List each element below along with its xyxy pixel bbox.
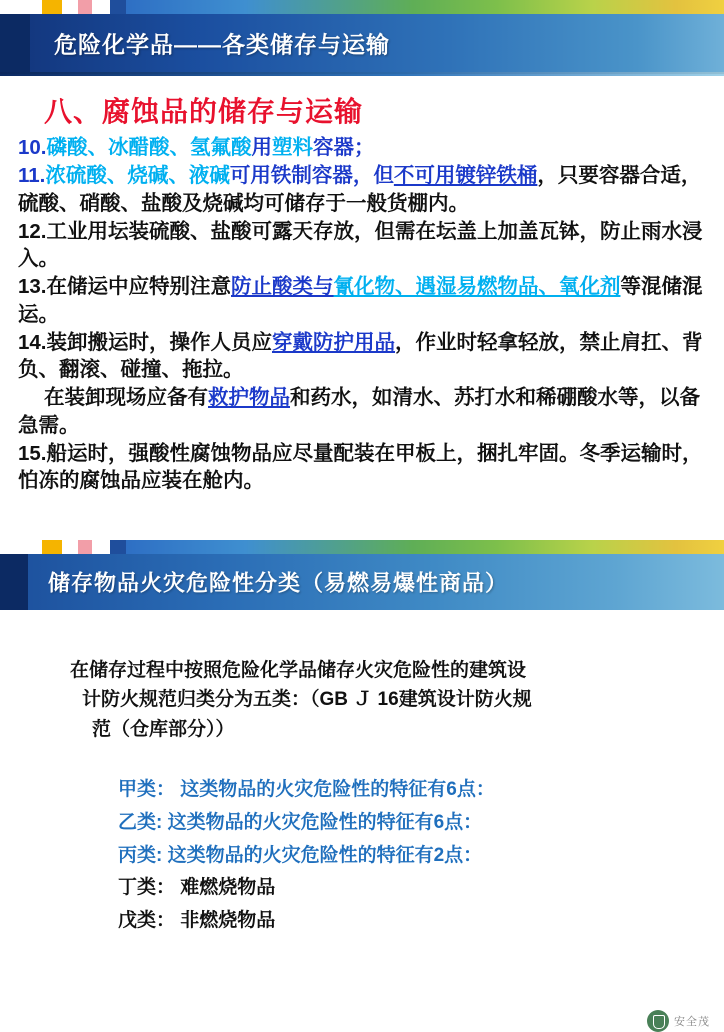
slide2-banner-title: 储存物品火灾危险性分类（易燃易爆性商品） bbox=[48, 570, 509, 596]
slide1-section-heading: 八、腐蚀品的储存与运输 bbox=[44, 96, 364, 127]
slide2-intro bbox=[70, 656, 670, 744]
text-run: 塑料 bbox=[272, 136, 313, 159]
topbar-segment-white bbox=[62, 0, 78, 14]
body-line bbox=[18, 329, 712, 384]
text-run: 磷酸、冰醋酸、氢氟酸 bbox=[46, 136, 252, 159]
topbar-segment-pink bbox=[78, 540, 92, 554]
text-run: 救护物品 bbox=[208, 386, 290, 410]
text-run: 10. bbox=[18, 136, 47, 159]
text-run: 可用铁制容器，但 bbox=[229, 164, 394, 188]
topbar-segment-white bbox=[0, 0, 42, 14]
topbar-segment-blue bbox=[110, 0, 126, 14]
body-line bbox=[18, 440, 712, 495]
body-line bbox=[18, 218, 712, 273]
text-run: 11. bbox=[18, 164, 46, 188]
text-run: ，作业时轻拿轻放，禁止肩扛、背负、翻滚、碰撞、拖拉。 bbox=[18, 330, 703, 381]
topbar-segment-yellow bbox=[42, 0, 62, 14]
topbar-segment-white bbox=[62, 540, 78, 554]
slide-fire-hazard-classification bbox=[0, 540, 724, 1028]
text-run: 工业用坛装硫酸、盐酸可露天存放，但需在坛盖上加盖瓦钵，防止雨水浸入。 bbox=[18, 219, 703, 270]
text-run: 和药水，如清水、苏打水和稀硼酸水等，以备急需。 bbox=[18, 386, 700, 437]
topbar-segment-white bbox=[0, 540, 42, 554]
category-label: 乙类: bbox=[118, 811, 163, 833]
category-text: 难燃烧物品 bbox=[175, 877, 276, 899]
title-band-accent bbox=[0, 554, 28, 610]
category-label: 戊类： bbox=[118, 910, 176, 931]
category-label: 丙类: bbox=[118, 844, 163, 866]
text-run: 用 bbox=[251, 136, 272, 159]
category-row bbox=[118, 905, 724, 938]
text-run: 氰化物、遇湿易燃物品、氧化剂 bbox=[333, 275, 621, 299]
text-run: 15. bbox=[18, 441, 47, 465]
text-run: ，只要容器合适，硫酸、硝酸、盐酸及烧碱均可储存于一般货棚内。 bbox=[18, 164, 702, 215]
category-text: 非燃烧物品 bbox=[175, 910, 276, 931]
topbar-segment-white bbox=[92, 540, 110, 554]
text-run: 在储运中应特别注意 bbox=[46, 275, 231, 299]
slide1-banner-title: 危险化学品——各类储存与运输 bbox=[54, 31, 390, 58]
category-text: 这类物品的火灾危险性的特征有6点： bbox=[162, 811, 483, 833]
text-run: 在装卸现场应备有 bbox=[44, 386, 208, 410]
topbar-segment-gradient bbox=[126, 540, 724, 554]
text-run: 穿戴防护用品 bbox=[272, 330, 395, 354]
intro-line-1: 在储存过程中按照危险化学品储存火灾危险性的建筑设 bbox=[70, 660, 527, 681]
shield-icon bbox=[647, 1010, 669, 1032]
text-run: 容器； bbox=[313, 136, 375, 159]
topbar-segment-blue bbox=[110, 540, 126, 554]
body-line bbox=[18, 384, 712, 439]
category-text: 这类物品的火灾危险性的特征有6点： bbox=[175, 779, 495, 801]
text-run: 12. bbox=[18, 219, 47, 243]
slide1-body bbox=[18, 134, 712, 494]
category-row bbox=[118, 840, 724, 873]
text-run: 浓硫酸、烧碱、液碱 bbox=[45, 164, 230, 188]
intro-line-2: 计防火规范归类分为五类：（GB Ｊ 16建筑设计防火规 bbox=[82, 689, 532, 711]
topbar-segment-white bbox=[92, 0, 110, 14]
topbar-segment-gradient bbox=[126, 0, 724, 14]
intro-line-3: 范（仓库部分）） bbox=[92, 718, 235, 740]
body-line bbox=[18, 273, 712, 328]
category-row bbox=[118, 807, 724, 840]
body-line bbox=[18, 134, 712, 161]
watermark-logo bbox=[647, 1010, 710, 1032]
watermark-text: 安全茂 bbox=[674, 1016, 710, 1028]
body-line bbox=[18, 162, 712, 217]
text-run: 等混储混运。 bbox=[18, 275, 703, 326]
text-run: 船运时，强酸性腐蚀物品应尽量配装在甲板上，捆扎牢固。冬季运输时，怕冻的腐蚀品应装在舱内。 bbox=[18, 441, 703, 492]
text-run: 13. bbox=[18, 275, 47, 299]
decorative-top-bar-2 bbox=[0, 540, 724, 554]
text-run: 防止酸类与 bbox=[231, 275, 334, 299]
category-label: 丁类： bbox=[118, 877, 176, 899]
title-band-underline bbox=[0, 72, 724, 76]
slide2-title-band bbox=[0, 554, 724, 610]
text-run: 14. bbox=[18, 330, 47, 354]
decorative-top-bar bbox=[0, 0, 724, 14]
text-run: 装卸搬运时，操作人员应 bbox=[46, 330, 272, 354]
category-row bbox=[118, 774, 724, 807]
category-row bbox=[118, 872, 724, 905]
text-run: 不可用镀锌铁桶 bbox=[393, 164, 538, 188]
category-label: 甲类： bbox=[118, 779, 176, 801]
slide1-title-band bbox=[0, 14, 724, 72]
category-list bbox=[118, 774, 724, 937]
category-text: 这类物品的火灾危险性的特征有2点： bbox=[162, 844, 483, 866]
topbar-segment-yellow bbox=[42, 540, 62, 554]
topbar-segment-pink bbox=[78, 0, 92, 14]
title-band-accent bbox=[0, 14, 30, 72]
